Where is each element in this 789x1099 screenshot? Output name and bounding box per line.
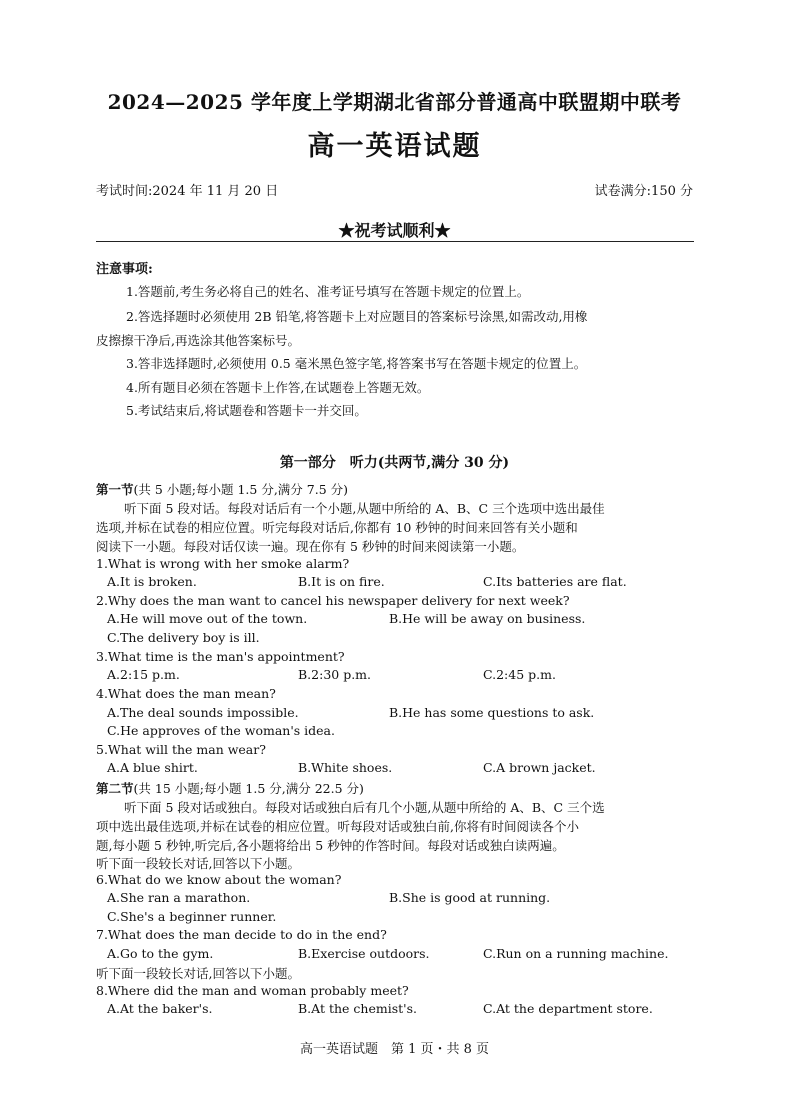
option-c: C.She's a beginner runner. — [107, 909, 277, 924]
option-b: B.He has some questions to ask. — [389, 705, 595, 720]
instruction-line: 听下面 5 段对话或独白。每段对话或独白后有几个小题,从题中所给的 A、B、C 三个选 — [124, 800, 605, 815]
section-label: 第一节 — [96, 482, 134, 497]
option-c: C.A brown jacket. — [483, 760, 596, 775]
question-stem: 5.What will the man wear? — [96, 742, 266, 757]
instruction-line: 选项,并标在试卷的相应位置。听完每段对话后,你都有 10 秒钟的时间来回答有关小题和 — [96, 520, 578, 535]
wish-line: ★祝考试顺利★ — [338, 221, 451, 240]
question-stem: 1.What is wrong with her smoke alarm? — [96, 556, 350, 571]
option-a: A.Go to the gym. — [107, 946, 214, 961]
header-divider — [96, 241, 694, 242]
option-c: C.Run on a running machine. — [483, 946, 669, 961]
section-detail: (共 15 小题;每小题 1.5 分,满分 22.5 分) — [133, 781, 364, 796]
section-label: 第二节 — [96, 781, 134, 796]
instruction-line: 题,每小题 5 秒钟,听完后,各小题将给出 5 秒钟的作答时间。每段对话或独白读两遍。 — [96, 838, 565, 853]
option-b: B.She is good at running. — [389, 890, 551, 905]
option-b: B.2:30 p.m. — [298, 667, 372, 682]
question-stem: 3.What time is the man's appointment? — [96, 649, 345, 664]
instruction-line: 阅读下一小题。每段对话仅读一遍。现在你有 5 秒钟的时间来阅读第一小题。 — [96, 539, 525, 554]
instruction-line: 听下面 5 段对话。每段对话后有一个小题,从题中所给的 A、B、C 三个选项中选出最佳 — [124, 501, 605, 516]
question-stem: 4.What does the man mean? — [96, 686, 276, 701]
lead-line: 听下面一段较长对话,回答以下小题。 — [96, 966, 300, 981]
instruction-line: 项中选出最佳选项,并标在试卷的相应位置。听每段对话或独白前,你将有时间阅读各个小 — [96, 819, 579, 834]
section-detail: (共 5 小题;每小题 1.5 分,满分 7.5 分) — [133, 482, 349, 497]
option-a: A.He will move out of the town. — [107, 611, 308, 626]
option-a: A.It is broken. — [107, 574, 197, 589]
notice-line: 3.答非选择题时,必须使用 0.5 毫米黑色签字笔,将答案书写在答题卡规定的位置上。 — [126, 356, 587, 371]
question-stem: 2.Why does the man want to cancel his newspaper delivery for next week? — [96, 593, 570, 608]
exam-time: 考试时间:2024 年 11 月 20 日 — [96, 184, 279, 199]
section-heading — [96, 779, 364, 797]
option-a: A.A blue shirt. — [107, 760, 198, 775]
option-a: A.At the baker's. — [107, 1001, 213, 1016]
notice-line: 1.答题前,考生务必将自己的姓名、准考证号填写在答题卡规定的位置上。 — [126, 284, 530, 299]
question-stem: 7.What does the man decide to do in the end? — [96, 927, 387, 942]
paper-title: 高一英语试题 — [307, 131, 482, 162]
option-c: C.He approves of the woman's idea. — [107, 723, 335, 738]
exam-title: 2024—2025 学年度上学期湖北省部分普通高中联盟期中联考 — [107, 90, 682, 114]
notice-line: 5.考试结束后,将试题卷和答题卡一并交回。 — [126, 403, 367, 418]
question-stem: 8.Where did the man and woman probably meet? — [96, 983, 409, 998]
option-b: B.White shoes. — [298, 760, 393, 775]
notice-line: 4.所有题目必须在答题卡上作答,在试题卷上答题无效。 — [126, 380, 430, 395]
notice-title: 注意事项: — [96, 262, 153, 277]
option-c: C.Its batteries are flat. — [483, 574, 627, 589]
part-title: 第一部分 听力(共两节,满分 30 分) — [279, 455, 510, 471]
option-b: B.It is on fire. — [298, 574, 385, 589]
option-a: A.The deal sounds impossible. — [107, 705, 299, 720]
notice-line: 皮擦擦干净后,再选涂其他答案标号。 — [96, 333, 300, 348]
section-heading — [96, 480, 348, 498]
option-b: B.Exercise outdoors. — [298, 946, 430, 961]
option-b: B.At the chemist's. — [298, 1001, 417, 1016]
notice-line: 2.答选择题时必须使用 2B 铅笔,将答题卡上对应题目的答案标号涂黑,如需改动,用橡 — [126, 309, 588, 324]
option-c: C.At the department store. — [483, 1001, 653, 1016]
lead-line: 听下面一段较长对话,回答以下小题。 — [96, 856, 300, 871]
option-c: C.2:45 p.m. — [483, 667, 556, 682]
option-c: C.The delivery boy is ill. — [107, 630, 260, 645]
page-footer: 高一英语试题 第 1 页・共 8 页 — [299, 1042, 490, 1057]
full-score: 试卷满分:150 分 — [594, 184, 693, 199]
option-a: A.2:15 p.m. — [107, 667, 180, 682]
option-b: B.He will be away on business. — [389, 611, 586, 626]
question-stem: 6.What do we know about the woman? — [96, 872, 342, 887]
option-a: A.She ran a marathon. — [107, 890, 251, 905]
